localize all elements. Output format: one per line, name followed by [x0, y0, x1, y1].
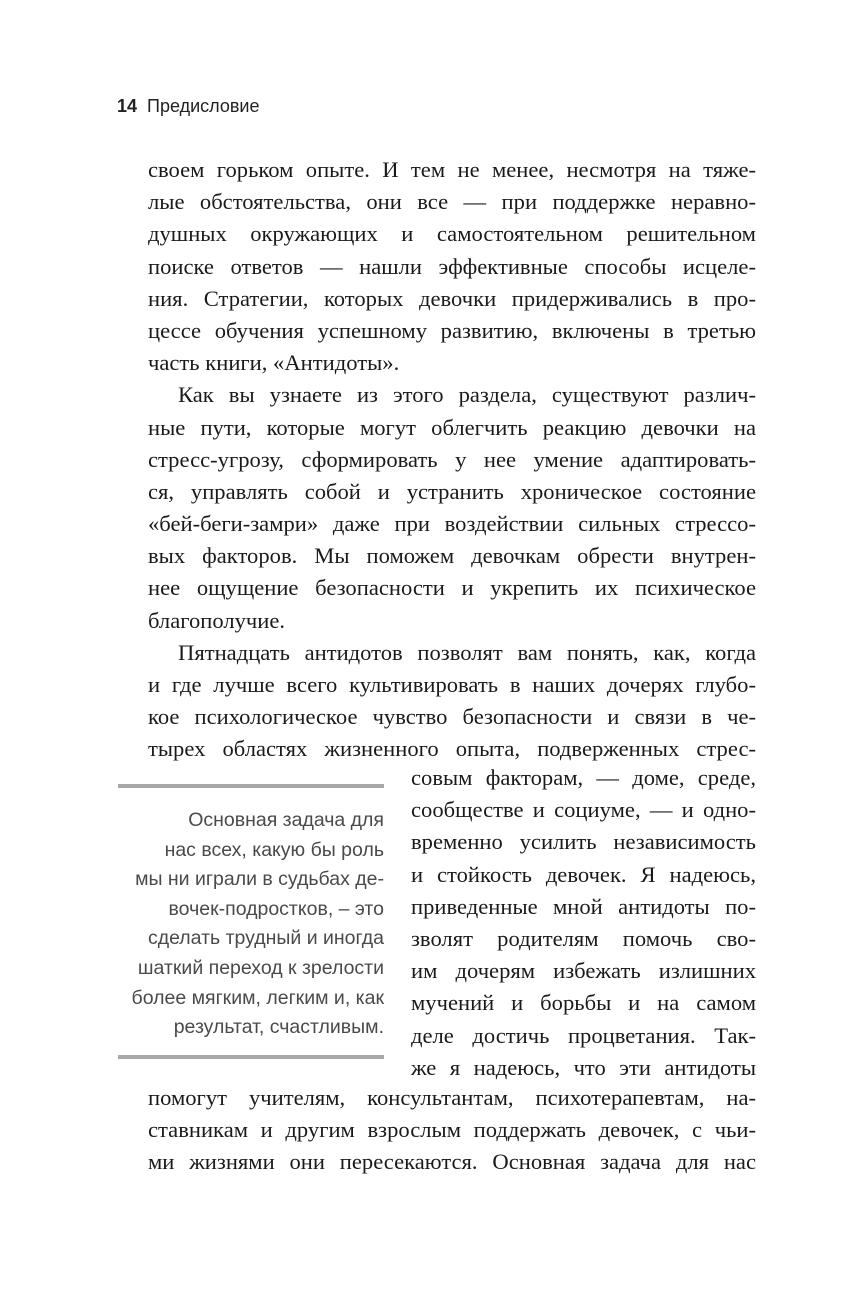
text-line: ния. Стратегии, которых девочки придерживались в про-	[148, 285, 756, 311]
text-line: тырех областях жизненного опыта, подверженных стрес-	[148, 736, 756, 762]
pull-quote-line: результат, счастливым.	[173, 1016, 384, 1039]
running-head	[117, 96, 260, 117]
text-line: ми жизнями они пересекаются. Основная задача для нас	[148, 1149, 756, 1175]
text-line: цессе обучения успешному развитию, включены в третью	[148, 317, 756, 343]
text-line: зволят родителям помочь сво-	[411, 925, 756, 951]
text-line: вых факторов. Мы поможем девочкам обрести внутрен-	[148, 543, 756, 569]
text-line: благополучие.	[148, 607, 286, 633]
pull-quote-line: сделать трудный и иногда	[147, 927, 384, 950]
text-line: деле достичь процветания. Так-	[411, 1022, 756, 1048]
body-text-narrow	[411, 762, 756, 1084]
pull-quote	[118, 784, 384, 1059]
page-number: 14	[117, 96, 138, 116]
text-line: ся, управлять собой и устранить хроническое состояние	[148, 478, 756, 504]
text-line: стресс-угрозу, сформировать у нее умение адаптировать-	[148, 446, 756, 472]
text-line: душных окружающих и самостоятельном решительном	[148, 221, 756, 247]
text-line: Пятнадцать антидотов позволят вам понять, как, когда	[178, 639, 756, 665]
pull-quote-line: Основная задача для	[188, 809, 384, 831]
text-line: Как вы узнаете из этого раздела, существуют различ-	[178, 382, 756, 408]
text-line: ставникам и другим взрослым поддержать девочек, с чьи-	[148, 1117, 756, 1143]
pull-quote-line: шаткий переход к зрелости	[137, 956, 384, 979]
pull-quote-bottom-rule	[118, 1055, 384, 1059]
text-line: совым факторам, — доме, среде,	[411, 765, 756, 790]
body-text-bottom	[148, 1082, 756, 1179]
section-title: Предисловие	[147, 96, 260, 116]
pull-quote-text	[118, 788, 384, 1055]
text-line: ные пути, которые могут облегчить реакцию девочки на	[148, 414, 756, 440]
text-line: часть книги, «Антидоты».	[148, 350, 400, 376]
body-text-top	[148, 154, 756, 766]
text-line: лые обстоятельства, они все — при поддержке неравно-	[148, 189, 756, 215]
text-line: своем горьком опыте. И тем не менее, несмотря на тяже-	[148, 157, 756, 182]
text-line: помогут учителям, консультантам, психотерапевтам, на-	[148, 1085, 756, 1110]
text-line: нее ощущение безопасности и укрепить их психическое	[148, 575, 756, 601]
text-line: сообществе и социуме, — и одно-	[411, 797, 756, 823]
text-line: и где лучше всего культивировать в наших дочерях глубо-	[148, 672, 756, 697]
text-line: приведенные мной антидоты по-	[411, 893, 756, 919]
pull-quote-line: более мягким, легким и, как	[131, 986, 384, 1009]
pull-quote-line: нас всех, какую бы роль	[164, 838, 384, 861]
pull-quote-line: вочек-подростков, – это	[168, 897, 384, 920]
text-line: временно усилить независимость	[411, 829, 756, 855]
text-line: «бей-беги-замри» даже при воздействии сильных стрессо-	[148, 511, 756, 537]
text-line: кое психологическое чувство безопасности и связи в че-	[148, 704, 756, 730]
text-line: им дочерям избежать излишних	[411, 958, 756, 984]
text-line: же я надеюсь, что эти антидоты	[411, 1054, 756, 1080]
pull-quote-line: мы ни играли в судьбах де-	[135, 868, 384, 891]
text-line: поиске ответов — нашли эффективные способы исцеле-	[148, 253, 756, 279]
text-line: мучений и борьбы и на самом	[411, 990, 756, 1016]
text-line: и стойкость девочек. Я надеюсь,	[411, 861, 756, 887]
